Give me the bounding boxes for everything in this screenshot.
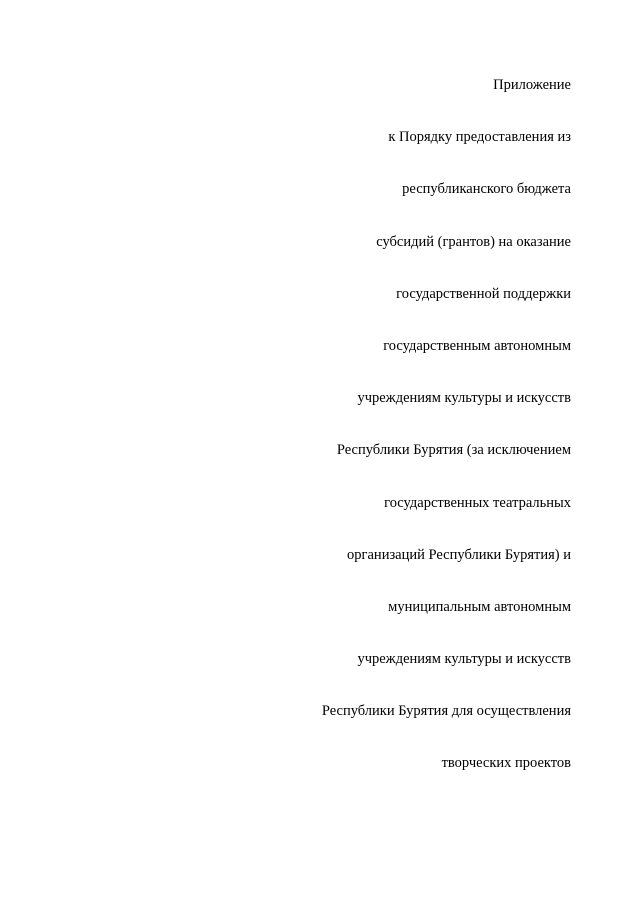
appendix-line: организаций Республики Бурятия) и bbox=[347, 546, 571, 563]
appendix-line: учреждениям культуры и искусств bbox=[357, 651, 571, 668]
appendix-line: творческих проектов bbox=[441, 755, 571, 772]
appendix-line: к Порядку предоставления из bbox=[388, 129, 571, 146]
appendix-line: Республики Бурятия для осуществления bbox=[321, 703, 571, 720]
appendix-line: Республики Бурятия (за исключением bbox=[336, 442, 571, 459]
appendix-line: муниципальным автономным bbox=[388, 598, 571, 615]
appendix-line: учреждениям культуры и искусств bbox=[357, 390, 571, 407]
appendix-line: государственным автономным bbox=[383, 337, 571, 354]
appendix-line: республиканского бюджета bbox=[402, 181, 571, 198]
appendix-line: Приложение bbox=[493, 77, 571, 93]
appendix-line: государственной поддержки bbox=[396, 285, 571, 302]
appendix-line: государственных театральных bbox=[384, 494, 571, 511]
appendix-header bbox=[71, 75, 571, 806]
appendix-line: субсидий (грантов) на оказание bbox=[376, 233, 571, 250]
